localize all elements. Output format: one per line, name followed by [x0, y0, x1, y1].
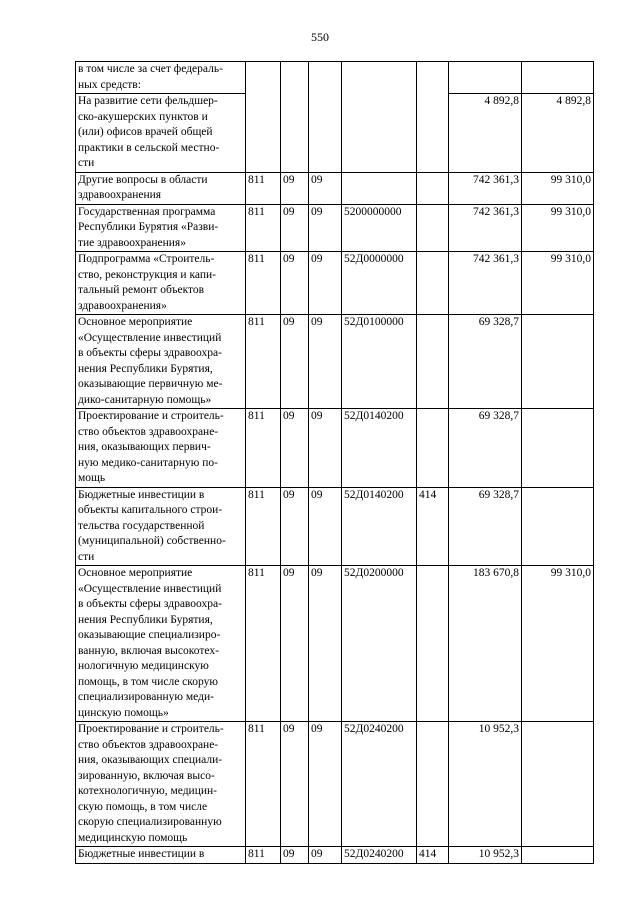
description-line: (или) офисов врачей общей: [78, 126, 213, 138]
description-line: Основное мероприятие: [78, 316, 193, 328]
subsection-code: 09: [309, 172, 342, 204]
expense-type-code: [417, 172, 449, 204]
row-description: [76, 566, 246, 722]
description-line: скую помощь, в том числе: [78, 800, 208, 813]
description-line: оказывающие первичную ме-: [78, 378, 223, 390]
description-line: «Осуществление инвестиций: [78, 582, 222, 595]
subsection-code: [309, 62, 342, 94]
expense-type-code: [417, 722, 449, 847]
description-line: Республики Бурятия «Разви-: [78, 221, 219, 233]
amount-year-2: [522, 722, 594, 847]
amount-year-1: 69 328,7: [449, 409, 522, 488]
description-line: специализированную меди-: [78, 691, 214, 703]
section-code: 09: [281, 204, 309, 252]
table-row: [76, 847, 594, 864]
row-description: [76, 315, 246, 409]
table-row: [76, 315, 594, 409]
amount-year-1: 742 361,3: [449, 172, 522, 204]
description-line: ско-акушерских пунктов и: [78, 110, 208, 123]
amount-year-1: 4 892,8: [449, 94, 522, 173]
row-description: [76, 204, 246, 252]
table-row: [76, 722, 594, 847]
amount-year-2: [522, 487, 594, 566]
amount-year-2: [522, 62, 594, 94]
description-line: тельства государственной: [78, 519, 205, 532]
target-article-code: 52Д0140200: [342, 487, 417, 566]
description-line: зированную, включая высо-: [78, 769, 215, 782]
ministry-code: 811: [246, 487, 281, 566]
description-line: котехнологичную, медицин-: [78, 785, 217, 797]
amount-year-1: [449, 62, 522, 94]
amount-year-2: 99 310,0: [522, 566, 594, 722]
description-line: здравоохранения»: [78, 299, 167, 312]
target-article-code: 5200000000: [342, 204, 417, 252]
ministry-code: [246, 94, 281, 173]
amount-year-2: [522, 315, 594, 409]
subsection-code: 09: [309, 315, 342, 409]
description-line: ванную, включая высокотех-: [78, 644, 219, 657]
description-line: Бюджетные инвестиции в: [78, 488, 205, 501]
ministry-code: 811: [246, 252, 281, 315]
amount-year-2: 99 310,0: [522, 204, 594, 252]
description-line: в объекты сферы здравоохра-: [78, 347, 222, 359]
row-description: [76, 722, 246, 847]
description-line: объекты капитального строи-: [78, 504, 223, 516]
expense-type-code: [417, 566, 449, 722]
table-row: [76, 204, 594, 252]
row-description: [76, 172, 246, 204]
target-article-code: [342, 62, 417, 94]
amount-year-2: [522, 847, 594, 864]
description-line: На развитие сети фельдшер-: [78, 95, 218, 107]
description-line: Подпрограмма «Строитель-: [78, 253, 215, 265]
description-line: «Осуществление инвестиций: [78, 331, 222, 344]
description-line: нологичную медицинскую: [78, 660, 209, 672]
table-row: [76, 566, 594, 722]
row-description: [76, 252, 246, 315]
target-article-code: 52Д0100000: [342, 315, 417, 409]
section-code: 09: [281, 847, 309, 864]
expense-type-code: 414: [417, 487, 449, 566]
row-description: [76, 409, 246, 488]
row-description: [76, 487, 246, 566]
description-line: дико-санитарную помощь»: [78, 393, 212, 406]
table-row: [76, 62, 594, 94]
subsection-code: [309, 94, 342, 173]
description-line: сти: [78, 550, 95, 563]
section-code: 09: [281, 722, 309, 847]
amount-year-2: [522, 409, 594, 488]
amount-year-1: 183 670,8: [449, 566, 522, 722]
description-line: практики в сельской местно-: [78, 141, 220, 154]
table-row: [76, 94, 594, 173]
ministry-code: 811: [246, 204, 281, 252]
subsection-code: 09: [309, 847, 342, 864]
ministry-code: 811: [246, 172, 281, 204]
description-line: в объекты сферы здравоохра-: [78, 598, 222, 610]
subsection-code: 09: [309, 722, 342, 847]
target-article-code: 52Д0200000: [342, 566, 417, 722]
ministry-code: 811: [246, 566, 281, 722]
ministry-code: 811: [246, 722, 281, 847]
expense-type-code: 414: [417, 847, 449, 864]
subsection-code: 09: [309, 252, 342, 315]
amount-year-2: 4 892,8: [522, 94, 594, 173]
ministry-code: [246, 62, 281, 94]
ministry-code: 811: [246, 409, 281, 488]
expense-type-code: [417, 409, 449, 488]
expense-type-code: [417, 204, 449, 252]
description-line: Государственная программа: [78, 205, 216, 218]
row-description: [76, 847, 246, 864]
amount-year-1: 69 328,7: [449, 315, 522, 409]
description-line: цинскую помощь»: [78, 706, 169, 719]
description-line: медицинскую помощь: [78, 831, 188, 844]
section-code: 09: [281, 566, 309, 722]
target-article-code: 52Д0240200: [342, 847, 417, 864]
description-line: Основное мероприятие: [78, 567, 193, 579]
row-description: [76, 62, 246, 94]
subsection-code: 09: [309, 409, 342, 488]
target-article-code: 52Д0140200: [342, 409, 417, 488]
description-line: оказывающие специализиро-: [78, 629, 221, 641]
description-line: скорую специализированную: [78, 816, 222, 828]
table-row: [76, 252, 594, 315]
description-line: Проектирование и строитель-: [78, 723, 224, 735]
amount-year-1: 69 328,7: [449, 487, 522, 566]
table-row: [76, 409, 594, 488]
expense-type-code: [417, 94, 449, 173]
description-line: в том числе за счет федераль-: [78, 63, 223, 75]
target-article-code: 52Д0240200: [342, 722, 417, 847]
description-line: помощь, в том числе скорую: [78, 675, 218, 688]
budget-table: [75, 61, 594, 864]
description-line: тие здравоохранения»: [78, 236, 186, 249]
row-description: [76, 94, 246, 173]
description-line: мощь: [78, 472, 106, 484]
description-line: Бюджетные инвестиции в: [78, 848, 205, 860]
target-article-code: [342, 172, 417, 204]
target-article-code: 52Д0000000: [342, 252, 417, 315]
description-line: сти: [78, 157, 95, 169]
description-line: нения Республики Бурятия,: [78, 613, 213, 626]
amount-year-1: 10 952,3: [449, 722, 522, 847]
description-line: (муниципальной) собственно-: [78, 535, 226, 547]
table-row: [76, 487, 594, 566]
section-code: 09: [281, 252, 309, 315]
description-line: ных средств:: [78, 78, 141, 91]
expense-type-code: [417, 62, 449, 94]
subsection-code: 09: [309, 566, 342, 722]
ministry-code: 811: [246, 847, 281, 864]
subsection-code: 09: [309, 204, 342, 252]
section-code: [281, 94, 309, 173]
amount-year-1: 742 361,3: [449, 252, 522, 315]
section-code: 09: [281, 172, 309, 204]
description-line: ния, оказывающих первич-: [78, 441, 211, 453]
description-line: Проектирование и строитель-: [78, 410, 224, 422]
subsection-code: 09: [309, 487, 342, 566]
amount-year-2: 99 310,0: [522, 172, 594, 204]
amount-year-1: 742 361,3: [449, 204, 522, 252]
table-row: [76, 172, 594, 204]
description-line: нения Республики Бурятия,: [78, 362, 213, 375]
description-line: ство объектов здравоохране-: [78, 738, 219, 751]
description-line: Другие вопросы в области: [78, 173, 208, 186]
description-line: ную медико-санитарную по-: [78, 456, 218, 469]
description-line: ство объектов здравоохране-: [78, 425, 219, 438]
expense-type-code: [417, 315, 449, 409]
amount-year-1: 10 952,3: [449, 847, 522, 864]
section-code: 09: [281, 409, 309, 488]
ministry-code: 811: [246, 315, 281, 409]
description-line: ния, оказывающих специали-: [78, 754, 223, 766]
expense-type-code: [417, 252, 449, 315]
amount-year-2: 99 310,0: [522, 252, 594, 315]
description-line: тальный ремонт объектов: [78, 284, 205, 296]
page-number: 550: [311, 30, 329, 44]
target-article-code: [342, 94, 417, 173]
section-code: 09: [281, 487, 309, 566]
section-code: 09: [281, 315, 309, 409]
description-line: здравоохранения: [78, 189, 162, 201]
section-code: [281, 62, 309, 94]
description-line: ство, реконструкция и капи-: [78, 268, 216, 281]
